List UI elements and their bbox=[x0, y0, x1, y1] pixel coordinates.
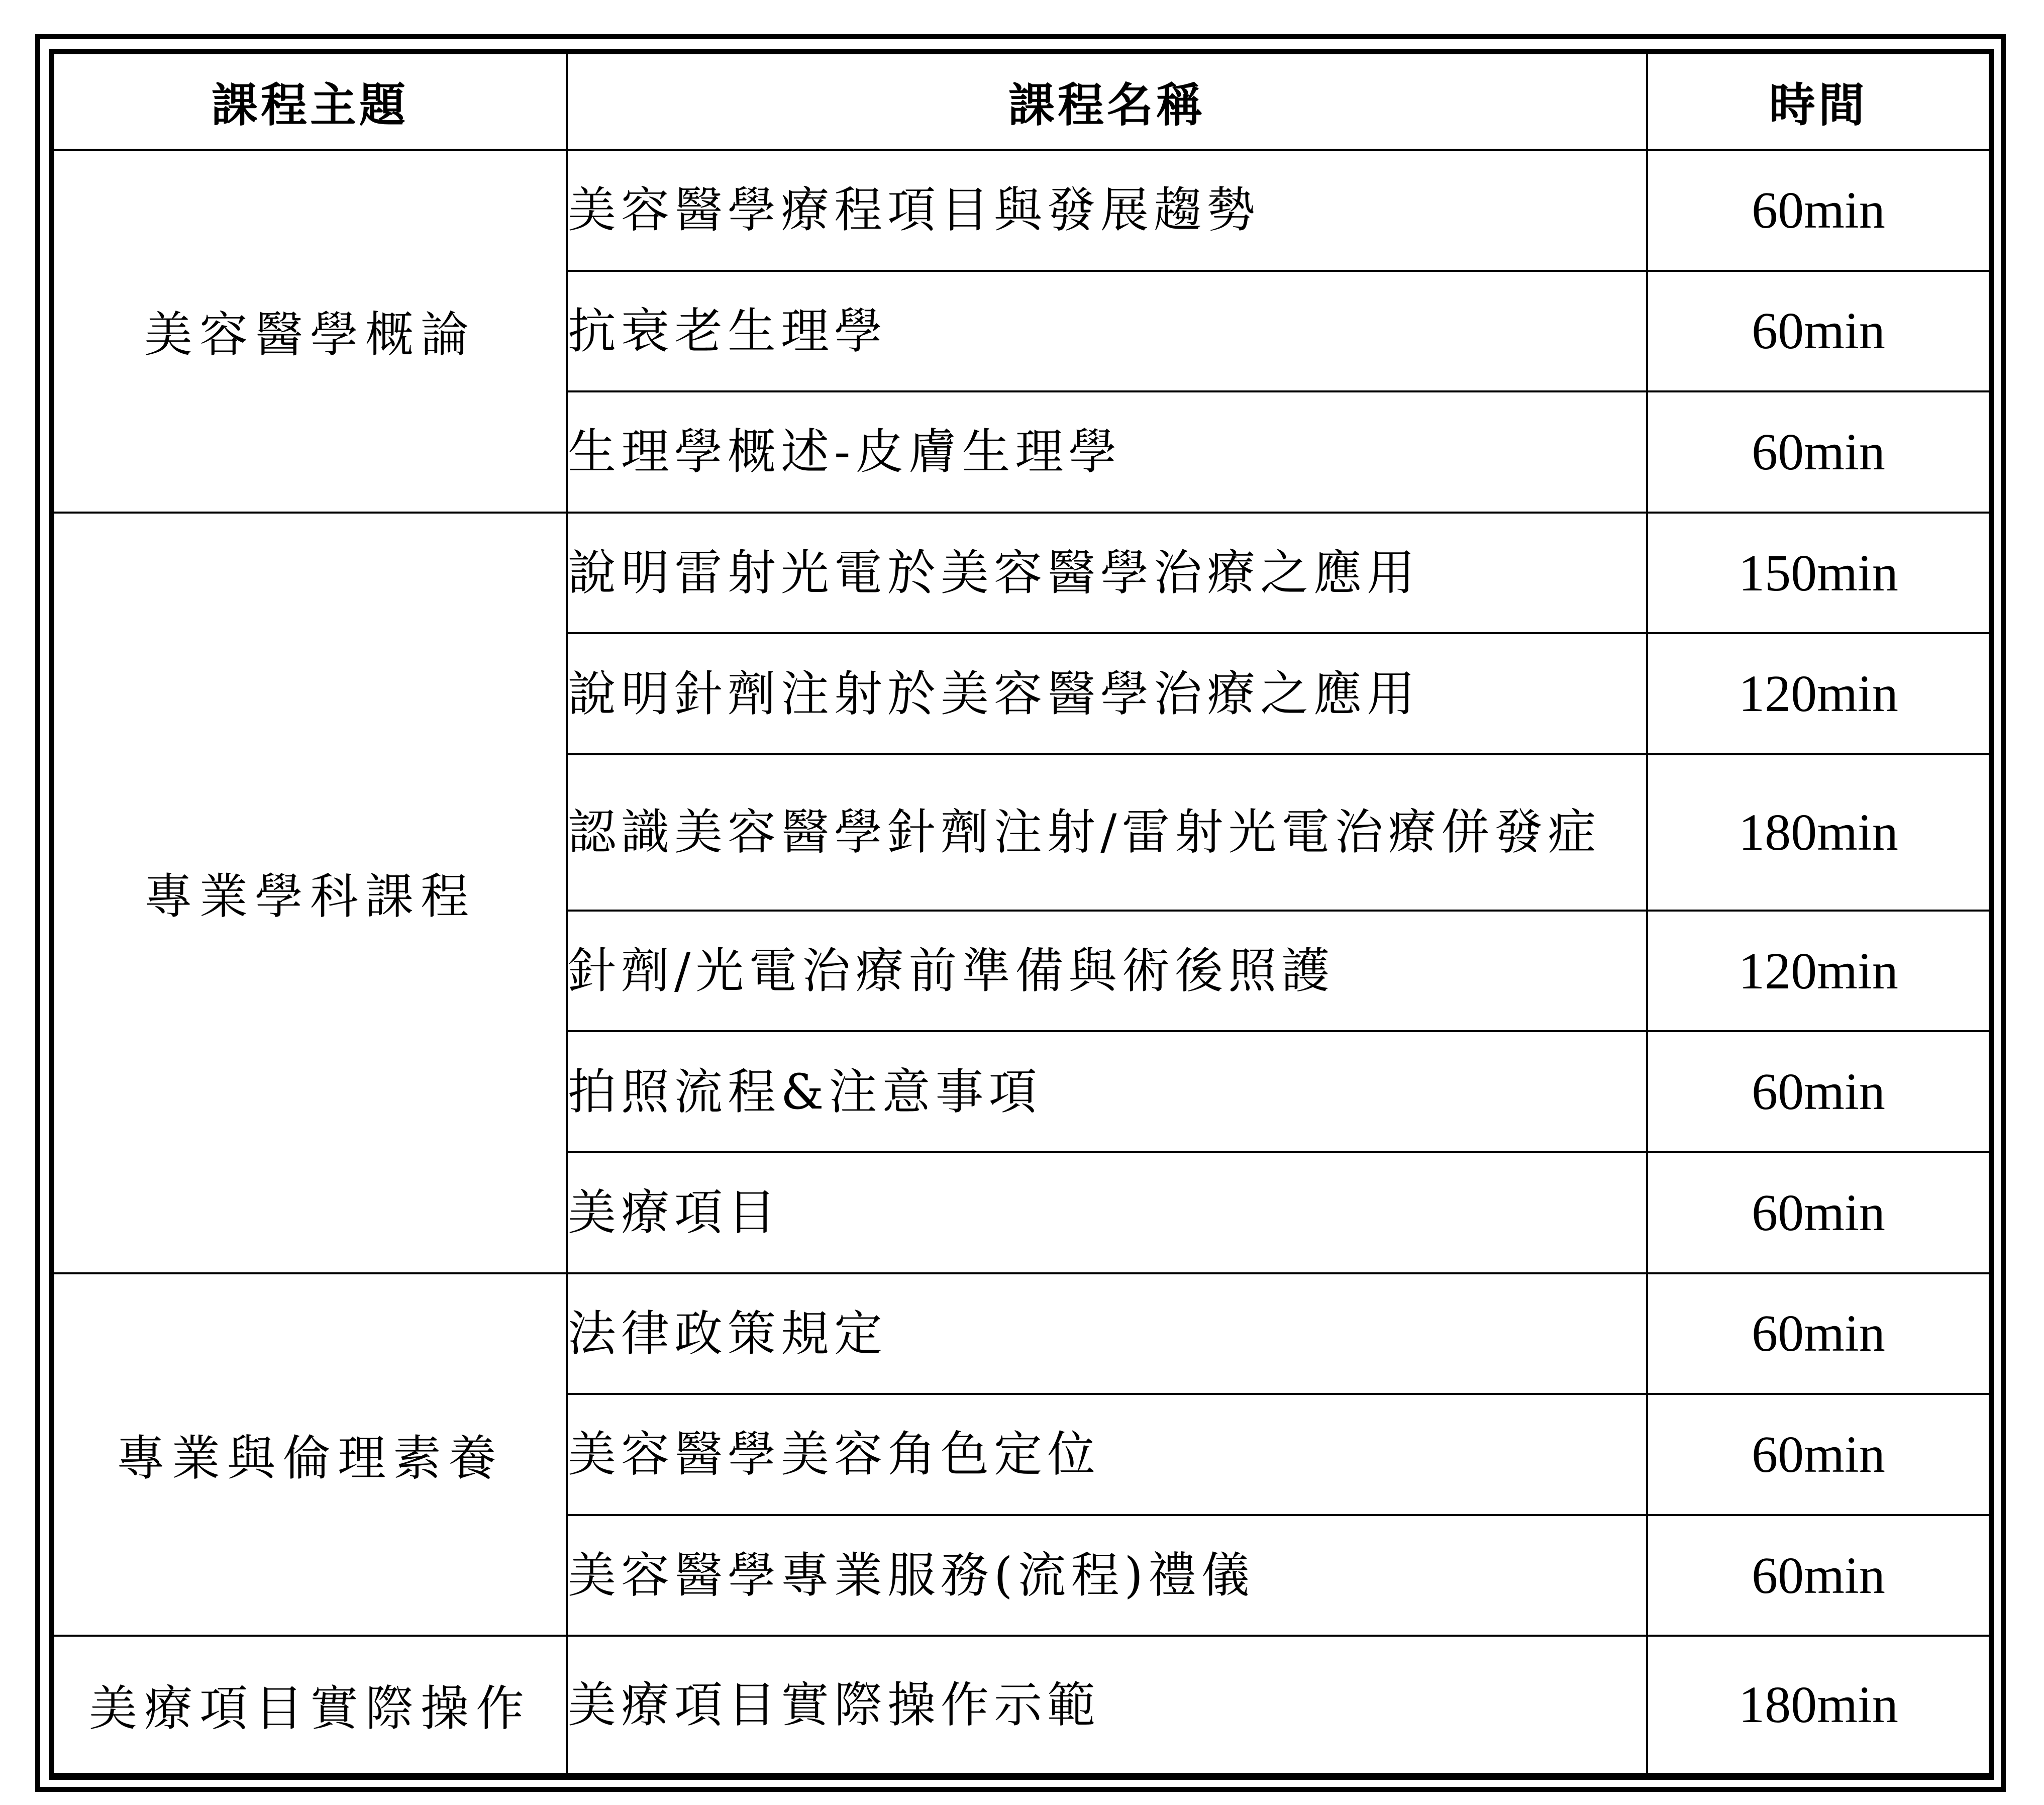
course-time: 180min bbox=[1647, 1636, 1990, 1774]
topic-cell: 專業與倫理素養 bbox=[53, 1273, 567, 1636]
course-time: 180min bbox=[1647, 754, 1990, 911]
course-time: 60min bbox=[1647, 1273, 1990, 1394]
course-name: 拍照流程&注意事項 bbox=[567, 1031, 1647, 1152]
topic-cell: 專業學科課程 bbox=[53, 513, 567, 1273]
table-row bbox=[53, 1273, 1990, 1394]
course-time: 60min bbox=[1647, 1152, 1990, 1273]
header-topic: 課程主題 bbox=[53, 53, 567, 150]
course-time: 60min bbox=[1647, 1394, 1990, 1515]
table-row bbox=[53, 1636, 1990, 1774]
course-name: 法律政策規定 bbox=[567, 1273, 1647, 1394]
course-name: 抗衰老生理學 bbox=[567, 271, 1647, 392]
course-name: 美容醫學美容角色定位 bbox=[567, 1394, 1647, 1515]
course-name: 針劑/光電治療前準備與術後照護 bbox=[567, 911, 1647, 1032]
table-row bbox=[53, 150, 1990, 271]
course-time: 60min bbox=[1647, 271, 1990, 392]
header-row bbox=[53, 53, 1990, 150]
table-row bbox=[53, 513, 1990, 634]
course-time: 60min bbox=[1647, 150, 1990, 271]
course-time: 120min bbox=[1647, 911, 1990, 1032]
course-name: 美容醫學療程項目與發展趨勢 bbox=[567, 150, 1647, 271]
course-name: 說明針劑注射於美容醫學治療之應用 bbox=[567, 633, 1647, 754]
header-time: 時間 bbox=[1647, 53, 1990, 150]
topic-cell: 美容醫學概論 bbox=[53, 150, 567, 513]
course-name: 認識美容醫學針劑注射/雷射光電治療併發症 bbox=[567, 754, 1647, 911]
course-table bbox=[52, 52, 1991, 1775]
course-time: 60min bbox=[1647, 391, 1990, 513]
topic-cell: 美療項目實際操作 bbox=[53, 1636, 567, 1774]
course-name: 美容醫學專業服務(流程)禮儀 bbox=[567, 1515, 1647, 1636]
course-name: 生理學概述-皮膚生理學 bbox=[567, 391, 1647, 513]
course-name: 美療項目 bbox=[567, 1152, 1647, 1273]
course-name: 美療項目實際操作示範 bbox=[567, 1636, 1647, 1774]
header-name: 課程名稱 bbox=[567, 53, 1647, 150]
course-time: 150min bbox=[1647, 513, 1990, 634]
course-time: 60min bbox=[1647, 1515, 1990, 1636]
course-time: 60min bbox=[1647, 1031, 1990, 1152]
course-time: 120min bbox=[1647, 633, 1990, 754]
course-name: 說明雷射光電於美容醫學治療之應用 bbox=[567, 513, 1647, 634]
